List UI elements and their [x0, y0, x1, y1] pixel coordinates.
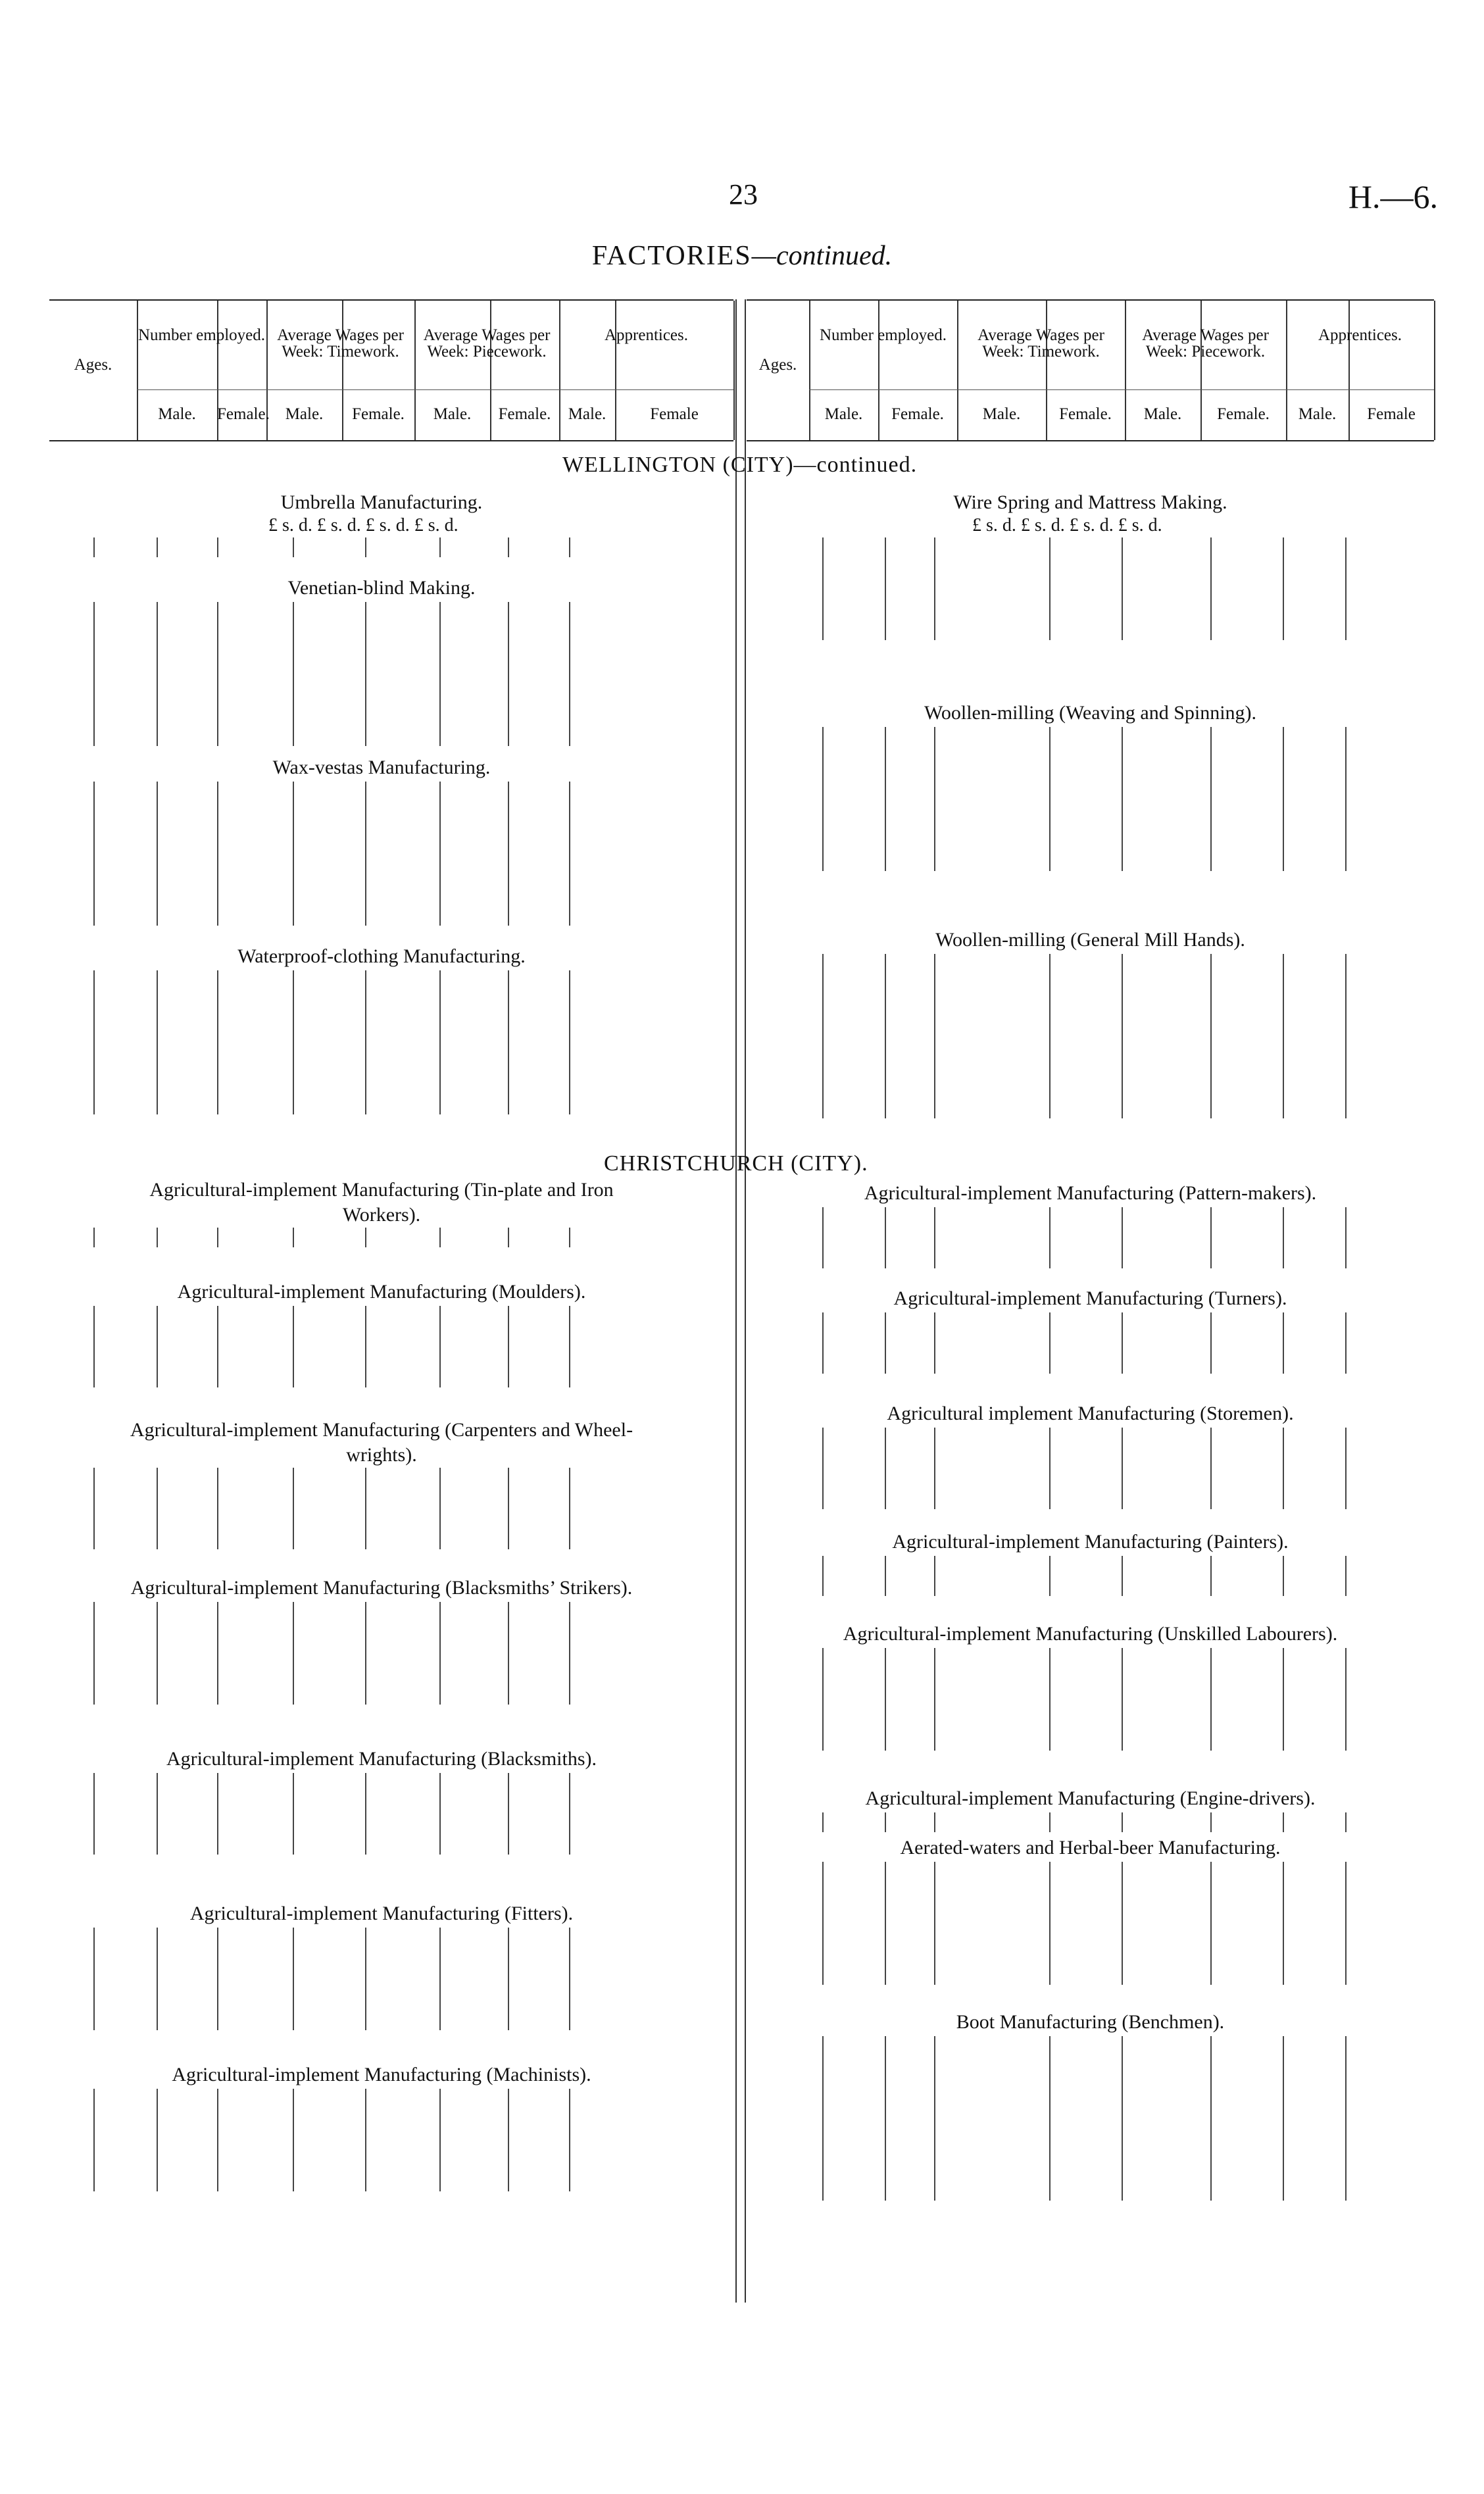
cell-rule: [93, 1228, 95, 1247]
section-title: Agricultural-implement Manufacturing (Painters).: [892, 1531, 1289, 1553]
cell-rule: [569, 1306, 570, 1387]
cell-rule: [822, 1428, 824, 1509]
cell-rule: [1345, 1556, 1347, 1596]
cell-rule: [1049, 1812, 1051, 1832]
cell-rule: [508, 1928, 509, 2030]
section-title: Agricultural-implement Manufacturing (Turners).: [893, 1287, 1287, 1309]
cell-rule: [1345, 727, 1347, 871]
section-title: Agricultural-implement Manufacturing (Tin-plate and Iron: [149, 1179, 614, 1201]
cell-rule: [934, 537, 935, 640]
cell-rule: [217, 1468, 218, 1549]
cell-rule: [293, 602, 294, 746]
cell-rule: [157, 1602, 158, 1705]
cell-rule: [508, 2089, 509, 2191]
cell-rule: [1210, 1556, 1212, 1596]
header-female: Female.: [1217, 405, 1270, 423]
cell-rule: [508, 970, 509, 1114]
cell-rule: [157, 537, 158, 557]
cell-rule: [293, 1468, 294, 1549]
cell-rule: [934, 1862, 935, 1985]
table-header-right: [747, 299, 1434, 441]
header-female: Female.: [891, 405, 944, 423]
cell-rule: [1122, 1862, 1123, 1985]
cell-rule: [1283, 954, 1284, 1118]
cell-rule: [93, 1928, 95, 2030]
section-title: Agricultural-implement Manufacturing (Pattern-makers).: [864, 1182, 1317, 1204]
cell-rule: [822, 2036, 824, 2201]
cell-rule: [293, 1773, 294, 1855]
cell-rule: [1345, 954, 1347, 1118]
cell-rule: [365, 1773, 366, 1855]
cell-rule: [569, 537, 570, 557]
cell-rule: [439, 602, 441, 746]
cell-rule: [1210, 954, 1212, 1118]
cell-rule: [217, 1228, 218, 1247]
cell-rule: [1122, 954, 1123, 1118]
cell-rule: [365, 1228, 366, 1247]
cell-rule: [508, 537, 509, 557]
cell-rule: [508, 1228, 509, 1247]
header-male: Male.: [1298, 405, 1337, 423]
cell-rule: [822, 727, 824, 871]
cell-rule: [822, 1207, 824, 1268]
cell-rule: [1345, 1428, 1347, 1509]
cell-rule: [885, 727, 886, 871]
cell-rule: [157, 1228, 158, 1247]
cell-rule: [1049, 1207, 1051, 1268]
header-male: Male.: [568, 405, 606, 423]
cell-rule: [1049, 727, 1051, 871]
cell-rule: [1122, 1812, 1123, 1832]
cell-rule: [1122, 1556, 1123, 1596]
cell-rule: [93, 970, 95, 1114]
cell-rule: [293, 1228, 294, 1247]
cell-rule: [508, 1773, 509, 1855]
cell-rule: [1049, 2036, 1051, 2201]
cell-rule: [1345, 1648, 1347, 1751]
cell-rule: [1122, 727, 1123, 871]
cell-rule: [93, 1306, 95, 1387]
cell-rule: [1345, 1207, 1347, 1268]
cell-rule: [1345, 2036, 1347, 2201]
cell-rule: [157, 2089, 158, 2191]
section-title: Agricultural-implement Manufacturing (Unskilled Labourers).: [843, 1623, 1338, 1645]
cell-rule: [1122, 537, 1123, 640]
header-apprentices: Apprentices.: [604, 326, 689, 344]
cell-rule: [293, 1928, 294, 2030]
cell-rule: [885, 1648, 886, 1751]
cell-rule: [569, 1602, 570, 1705]
cell-rule: [439, 970, 441, 1114]
cell-rule: [93, 1468, 95, 1549]
cell-rule: [508, 602, 509, 746]
cell-rule: [934, 2036, 935, 2201]
cell-rule: [439, 1228, 441, 1247]
cell-rule: [365, 537, 366, 557]
section-title: Agricultural-implement Manufacturing (Machinists).: [172, 2064, 591, 2085]
cell-rule: [934, 1428, 935, 1509]
cell-rule: [885, 537, 886, 640]
cell-rule: [1049, 1312, 1051, 1374]
cell-rule: [885, 1428, 886, 1509]
cell-rule: [885, 1312, 886, 1374]
cell-rule: [217, 1602, 218, 1705]
section-title-cont: Workers).: [342, 1204, 421, 1226]
cell-rule: [822, 1648, 824, 1751]
cell-rule: [293, 537, 294, 557]
header-female: Female.: [498, 405, 551, 423]
cell-rule: [365, 602, 366, 746]
cell-rule: [1210, 1812, 1212, 1832]
cell-rule: [1283, 2036, 1284, 2201]
cell-rule: [1283, 1207, 1284, 1268]
cell-rule: [1210, 1312, 1212, 1374]
cell-rule: [934, 1312, 935, 1374]
cell-rule: [1210, 1648, 1212, 1751]
section-title: Woollen-milling (Weaving and Spinning).: [924, 702, 1257, 724]
section-title: Woollen-milling (General Mill Hands).: [935, 929, 1245, 951]
header-number-employed: Number employed.: [137, 326, 265, 344]
cell-rule: [293, 1602, 294, 1705]
cell-rule: [217, 602, 218, 746]
cell-rule: [1283, 1428, 1284, 1509]
cell-rule: [822, 954, 824, 1118]
cell-rule: [439, 1602, 441, 1705]
cell-rule: [157, 1306, 158, 1387]
cell-rule: [1210, 537, 1212, 640]
cell-rule: [569, 1928, 570, 2030]
cell-rule: [1210, 2036, 1212, 2201]
header-apprentices: Apprentices.: [1318, 326, 1402, 344]
cell-rule: [365, 1468, 366, 1549]
section-title: Agricultural-implement Manufacturing (Carpenters and Wheel-: [130, 1419, 633, 1441]
cell-rule: [93, 602, 95, 746]
cell-rule: [1210, 1862, 1212, 1985]
cell-rule: [1210, 727, 1212, 871]
header-male: Male.: [285, 405, 324, 423]
header-male: Male.: [982, 405, 1021, 423]
cell-rule: [1283, 1556, 1284, 1596]
cell-rule: [508, 1306, 509, 1387]
cell-rule: [1122, 1312, 1123, 1374]
cell-rule: [508, 1468, 509, 1549]
section-title: Wire Spring and Mattress Making.: [953, 491, 1227, 513]
cell-rule: [1122, 1428, 1123, 1509]
cell-rule: [934, 1648, 935, 1751]
cell-rule: [1283, 1648, 1284, 1751]
header-avg-piecework: Average Wages per Week: Piecework.: [423, 326, 551, 361]
header-number-employed: Number employed.: [819, 326, 947, 344]
cell-rule: [1283, 1862, 1284, 1985]
currency-header: £ s. d. £ s. d. £ s. d. £ s. d.: [268, 515, 458, 536]
cell-rule: [1345, 1812, 1347, 1832]
cell-rule: [508, 782, 509, 926]
cell-rule: [934, 727, 935, 871]
cell-rule: [293, 2089, 294, 2191]
cell-rule: [365, 2089, 366, 2191]
cell-rule: [365, 970, 366, 1114]
cell-rule: [885, 1862, 886, 1985]
header-avg-timework: Average Wages per Week: Timework.: [977, 326, 1104, 361]
cell-rule: [822, 537, 824, 640]
section-title: Agricultural-implement Manufacturing (Fitters).: [189, 1903, 574, 1924]
cell-rule: [885, 954, 886, 1118]
header-divider: [733, 301, 735, 440]
cell-rule: [439, 537, 441, 557]
cell-rule: [885, 1207, 886, 1268]
cell-rule: [934, 1556, 935, 1596]
cell-rule: [934, 1812, 935, 1832]
cell-rule: [885, 1556, 886, 1596]
cell-rule: [822, 1862, 824, 1985]
cell-rule: [569, 970, 570, 1114]
cell-rule: [1049, 954, 1051, 1118]
cell-rule: [293, 970, 294, 1114]
header-rule: [809, 389, 1434, 390]
cell-rule: [157, 970, 158, 1114]
cell-rule: [934, 954, 935, 1118]
cell-rule: [885, 1812, 886, 1832]
section-title: Aerated-waters and Herbal-beer Manufacturing.: [900, 1837, 1281, 1858]
cell-rule: [439, 1468, 441, 1549]
cell-rule: [217, 782, 218, 926]
section-title: Waterproof-clothing Manufacturing.: [237, 945, 526, 967]
cell-rule: [93, 1602, 95, 1705]
cell-rule: [439, 1306, 441, 1387]
cell-rule: [365, 1928, 366, 2030]
header-female: Female.: [1059, 405, 1112, 423]
header-ages: Ages.: [74, 356, 112, 374]
header-male: Male.: [824, 405, 863, 423]
cell-rule: [1049, 1428, 1051, 1509]
cell-rule: [293, 1306, 294, 1387]
section-title: Wax-vestas Manufacturing.: [272, 757, 491, 778]
header-rule: [137, 389, 733, 390]
cell-rule: [217, 1773, 218, 1855]
cell-rule: [293, 782, 294, 926]
section-title-cont: wrights).: [346, 1444, 417, 1466]
cell-rule: [1210, 1428, 1212, 1509]
cell-rule: [885, 2036, 886, 2201]
header-female: Female.: [352, 405, 405, 423]
cell-rule: [217, 1306, 218, 1387]
header-female: Female: [1367, 405, 1416, 423]
cell-rule: [822, 1556, 824, 1596]
cell-rule: [157, 1928, 158, 2030]
cell-rule: [157, 782, 158, 926]
cell-rule: [1345, 1862, 1347, 1985]
header-avg-timework: Average Wages per Week: Timework.: [277, 326, 404, 361]
cell-rule: [1049, 1648, 1051, 1751]
cell-rule: [569, 602, 570, 746]
cell-rule: [217, 2089, 218, 2191]
cell-rule: [1122, 1207, 1123, 1268]
section-title: Agricultural-implement Manufacturing (Moulders).: [177, 1281, 586, 1303]
section-title: Agricultural-implement Manufacturing (Blacksmiths’ Strikers).: [130, 1577, 633, 1599]
cell-rule: [1345, 537, 1347, 640]
cell-rule: [439, 1928, 441, 2030]
section-title: Venetian-blind Making.: [287, 577, 476, 599]
cell-rule: [1049, 1556, 1051, 1596]
cell-rule: [569, 1468, 570, 1549]
cell-rule: [1049, 537, 1051, 640]
table-header-left: [49, 299, 733, 441]
cell-rule: [93, 782, 95, 926]
page-number: 23: [729, 178, 758, 211]
cell-rule: [439, 1773, 441, 1855]
cell-rule: [569, 2089, 570, 2191]
section-title: Umbrella Manufacturing.: [280, 491, 483, 513]
cell-rule: [1283, 727, 1284, 871]
cell-rule: [439, 782, 441, 926]
region-title-wellington: WELLINGTON (CITY)—continued.: [562, 453, 918, 477]
cell-rule: [1345, 1312, 1347, 1374]
cell-rule: [439, 2089, 441, 2191]
cell-rule: [93, 2089, 95, 2191]
header-avg-piecework: Average Wages per Week: Piecework.: [1142, 326, 1269, 361]
cell-rule: [157, 1468, 158, 1549]
cell-rule: [569, 1773, 570, 1855]
header-male: Male.: [433, 405, 472, 423]
cell-rule: [1210, 1207, 1212, 1268]
column-separator: [735, 299, 746, 2303]
section-title: Agricultural implement Manufacturing (Storemen).: [887, 1403, 1294, 1424]
cell-rule: [157, 602, 158, 746]
page-title: FACTORIES—continued.: [591, 241, 893, 271]
header-male: Male.: [1143, 405, 1182, 423]
section-title: Agricultural-implement Manufacturing (Engine-drivers).: [865, 1787, 1316, 1809]
section-title: Boot Manufacturing (Benchmen).: [956, 2011, 1225, 2033]
cell-rule: [1122, 2036, 1123, 2201]
cell-rule: [1283, 1812, 1284, 1832]
cell-rule: [365, 782, 366, 926]
region-title-christchurch: CHRISTCHURCH (CITY).: [604, 1151, 868, 1176]
header-male: Male.: [158, 405, 196, 423]
cell-rule: [93, 537, 95, 557]
cell-rule: [217, 970, 218, 1114]
header-ages: Ages.: [758, 356, 797, 374]
cell-rule: [508, 1602, 509, 1705]
cell-rule: [157, 1773, 158, 1855]
header-female: Female.: [217, 405, 270, 423]
cell-rule: [1049, 1862, 1051, 1985]
cell-rule: [365, 1602, 366, 1705]
cell-rule: [1122, 1648, 1123, 1751]
cell-rule: [569, 1228, 570, 1247]
currency-header: £ s. d. £ s. d. £ s. d. £ s. d.: [972, 515, 1162, 536]
cell-rule: [822, 1312, 824, 1374]
cell-rule: [365, 1306, 366, 1387]
cell-rule: [93, 1773, 95, 1855]
cell-rule: [569, 782, 570, 926]
cell-rule: [934, 1207, 935, 1268]
header-divider: [1434, 301, 1435, 440]
cell-rule: [1283, 537, 1284, 640]
header-female: Female: [650, 405, 699, 423]
section-title: Agricultural-implement Manufacturing (Blacksmiths).: [166, 1748, 597, 1770]
cell-rule: [822, 1812, 824, 1832]
cell-rule: [217, 537, 218, 557]
cell-rule: [1283, 1312, 1284, 1374]
page-reference: H.—6.: [1348, 178, 1438, 215]
cell-rule: [217, 1928, 218, 2030]
